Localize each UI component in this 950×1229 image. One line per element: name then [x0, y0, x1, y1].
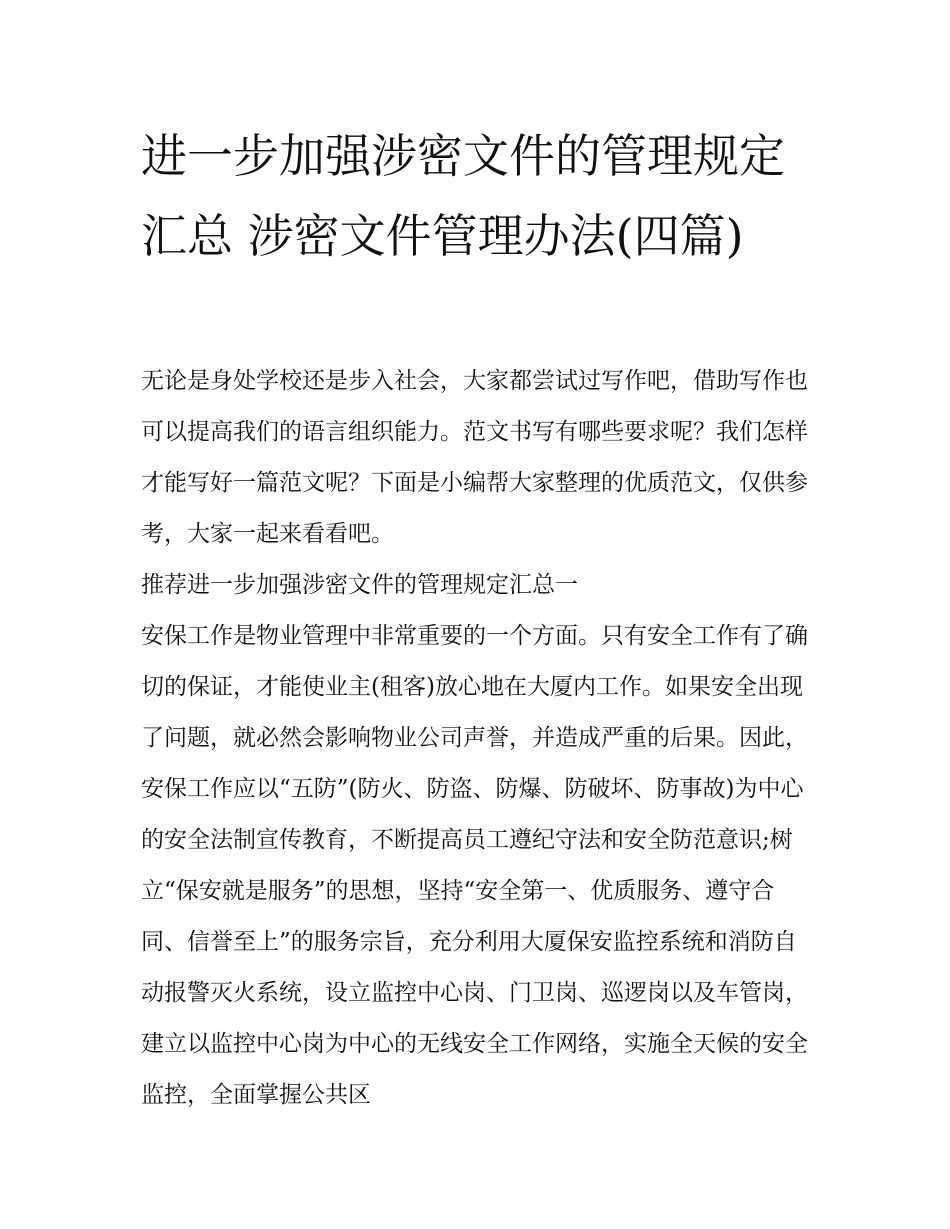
- document-body: [141, 356, 813, 1121]
- body-paragraph: 安保工作是物业管理中非常重要的一个方面。只有安全工作有了确切的保证，才能使业主(租客)放心地在大厦内工作。如果安全出现了问题，就必然会影响物业公司声誉，并造成严重的后果。因此，安保工作应以“五防”(防火、防盗、防爆、防破坏、防事故)为中心的安全法制宣传教育，不断提高员工遵纪守法和安全防范意识;树立“保安就是服务”的思想，坚持“安全第一、优质服务、遵守合同、信誉至上”的服务宗旨，充分利用大厦保安监控系统和消防自动报警灭火系统，设立监控中心岗、门卫岗、巡逻岗以及车管岗，建立以监控中心岗为中心的无线安全工作网络，实施全天候的安全监控，全面掌握公共区: [141, 623, 808, 1108]
- intro-paragraph: 无论是身处学校还是步入社会，大家都尝试过写作吧，借助写作也可以提高我们的语言组织能力。范文书写有哪些要求呢？我们怎样才能写好一篇范文呢？下面是小编帮大家整理的优质范文，仅供参考，大家一起来看看吧。: [141, 368, 808, 547]
- document-title: 进一步加强涉密文件的管理规定汇总 涉密文件管理办法(四篇): [141, 129, 785, 263]
- section-heading: 推荐进一步加强涉密文件的管理规定汇总一: [141, 572, 578, 598]
